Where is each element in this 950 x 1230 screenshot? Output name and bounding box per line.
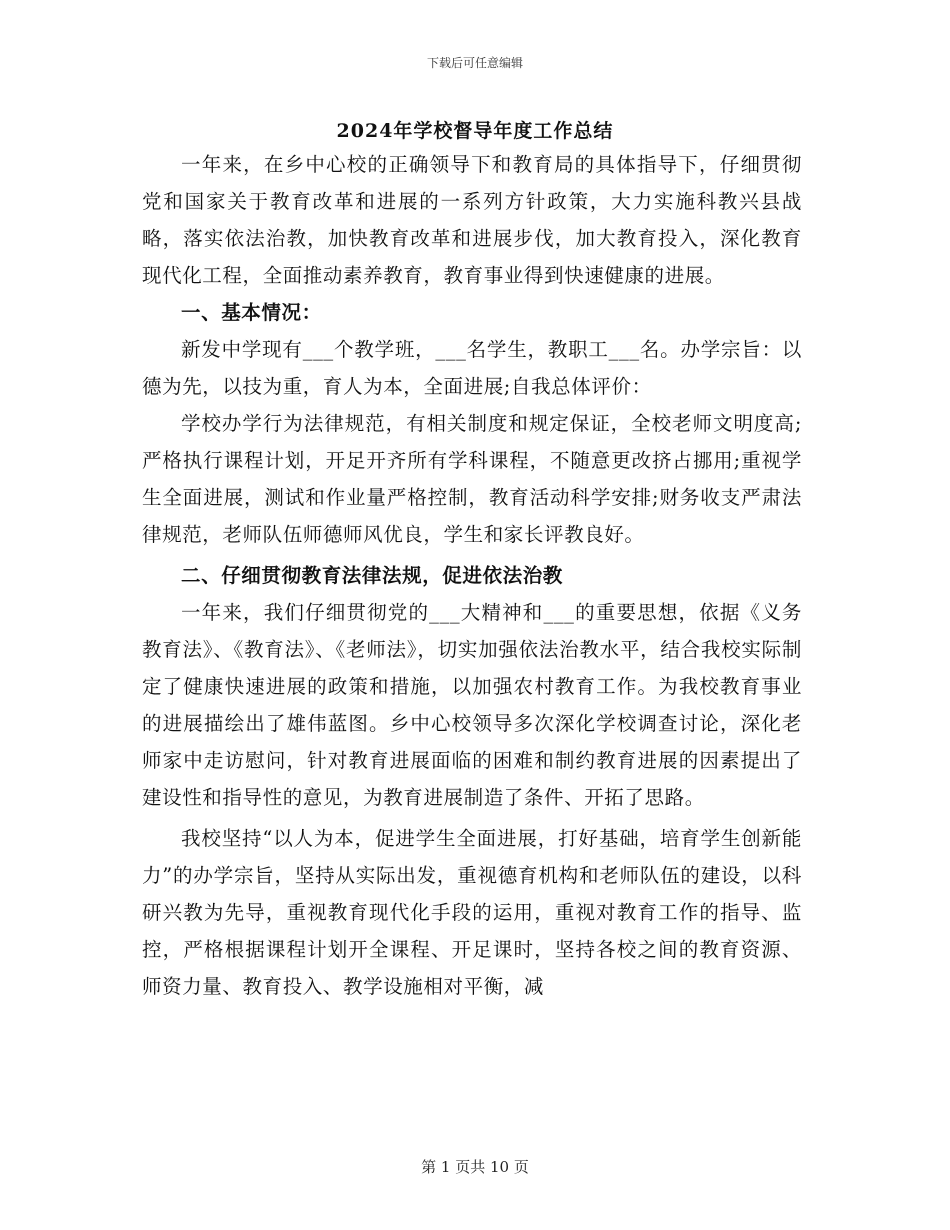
document-title: 2024年学校督导年度工作总结 <box>336 120 614 142</box>
paragraph-school-philosophy: 我校坚持“以人为本，促进学生全面进展，打好基础，培育学生创新能力”的办学宗旨，坚持从实际出发，重视德育机构和老师队伍的建设，以科研兴教为先导，重视教育现代化手段的运用，重视对教育工作的指导、监控，严格根据课程计划开全课程、开足课时，坚持各校之间的教育资源、师资力量、教育投入、教学设施相对平衡，减 <box>142 827 802 998</box>
section-heading-basic-situation: 一、基本情况： <box>181 301 322 324</box>
header-note: 下载后可任意编辑 <box>426 56 523 70</box>
section-heading-rule-of-law: 二、仔细贯彻教育法律法规，促进依法治教 <box>181 564 563 587</box>
paragraph-intro: 一年来，在乡中心校的正确领导下和教育局的具体指导下，仔细贯彻党和国家关于教育改革和进展的一系列方针政策，大力实施科教兴县战略，落实依法治教，加快教育改革和进展步伐，加大教育投入，深化教育现代化工程，全面推动素养教育，教育事业得到快速健康的进展。 <box>142 153 802 287</box>
document-body <box>142 146 802 1005</box>
paragraph-school-overview: 新发中学现有___个教学班，___名学生，教职工___名。办学宗旨：以德为先，以技为重，育人为本，全面进展;自我总体评价： <box>142 338 802 398</box>
page-footer: 第 1 页共 10 页 <box>421 1158 529 1176</box>
paragraph-law-implementation: 一年来，我们仔细贯彻党的___大精神和___的重要思想，依据《义务教育法》、《教育法》、《老师法》，切实加强依法治教水平，结合我校实际制定了健康快速进展的政策和措施，以加强农村教育工作。为我校教育事业的进展描绘出了雄伟蓝图。乡中心校领导多次深化学校调查讨论，深化老师家中走访慰问，针对教育进展面临的困难和制约教育进展的因素提出了建设性和指导性的意见，为教育进展制造了条件、开拓了思路。 <box>142 601 802 809</box>
paragraph-self-evaluation: 学校办学行为法律规范，有相关制度和规定保证，全校老师文明度高;严格执行课程计划，开足开齐所有学科课程，不随意更改挤占挪用;重视学生全面进展，测试和作业量严格控制，教育活动科学安排;财务收支严肃法律规范，老师队伍师德师风优良，学生和家长评教良好。 <box>142 412 802 546</box>
